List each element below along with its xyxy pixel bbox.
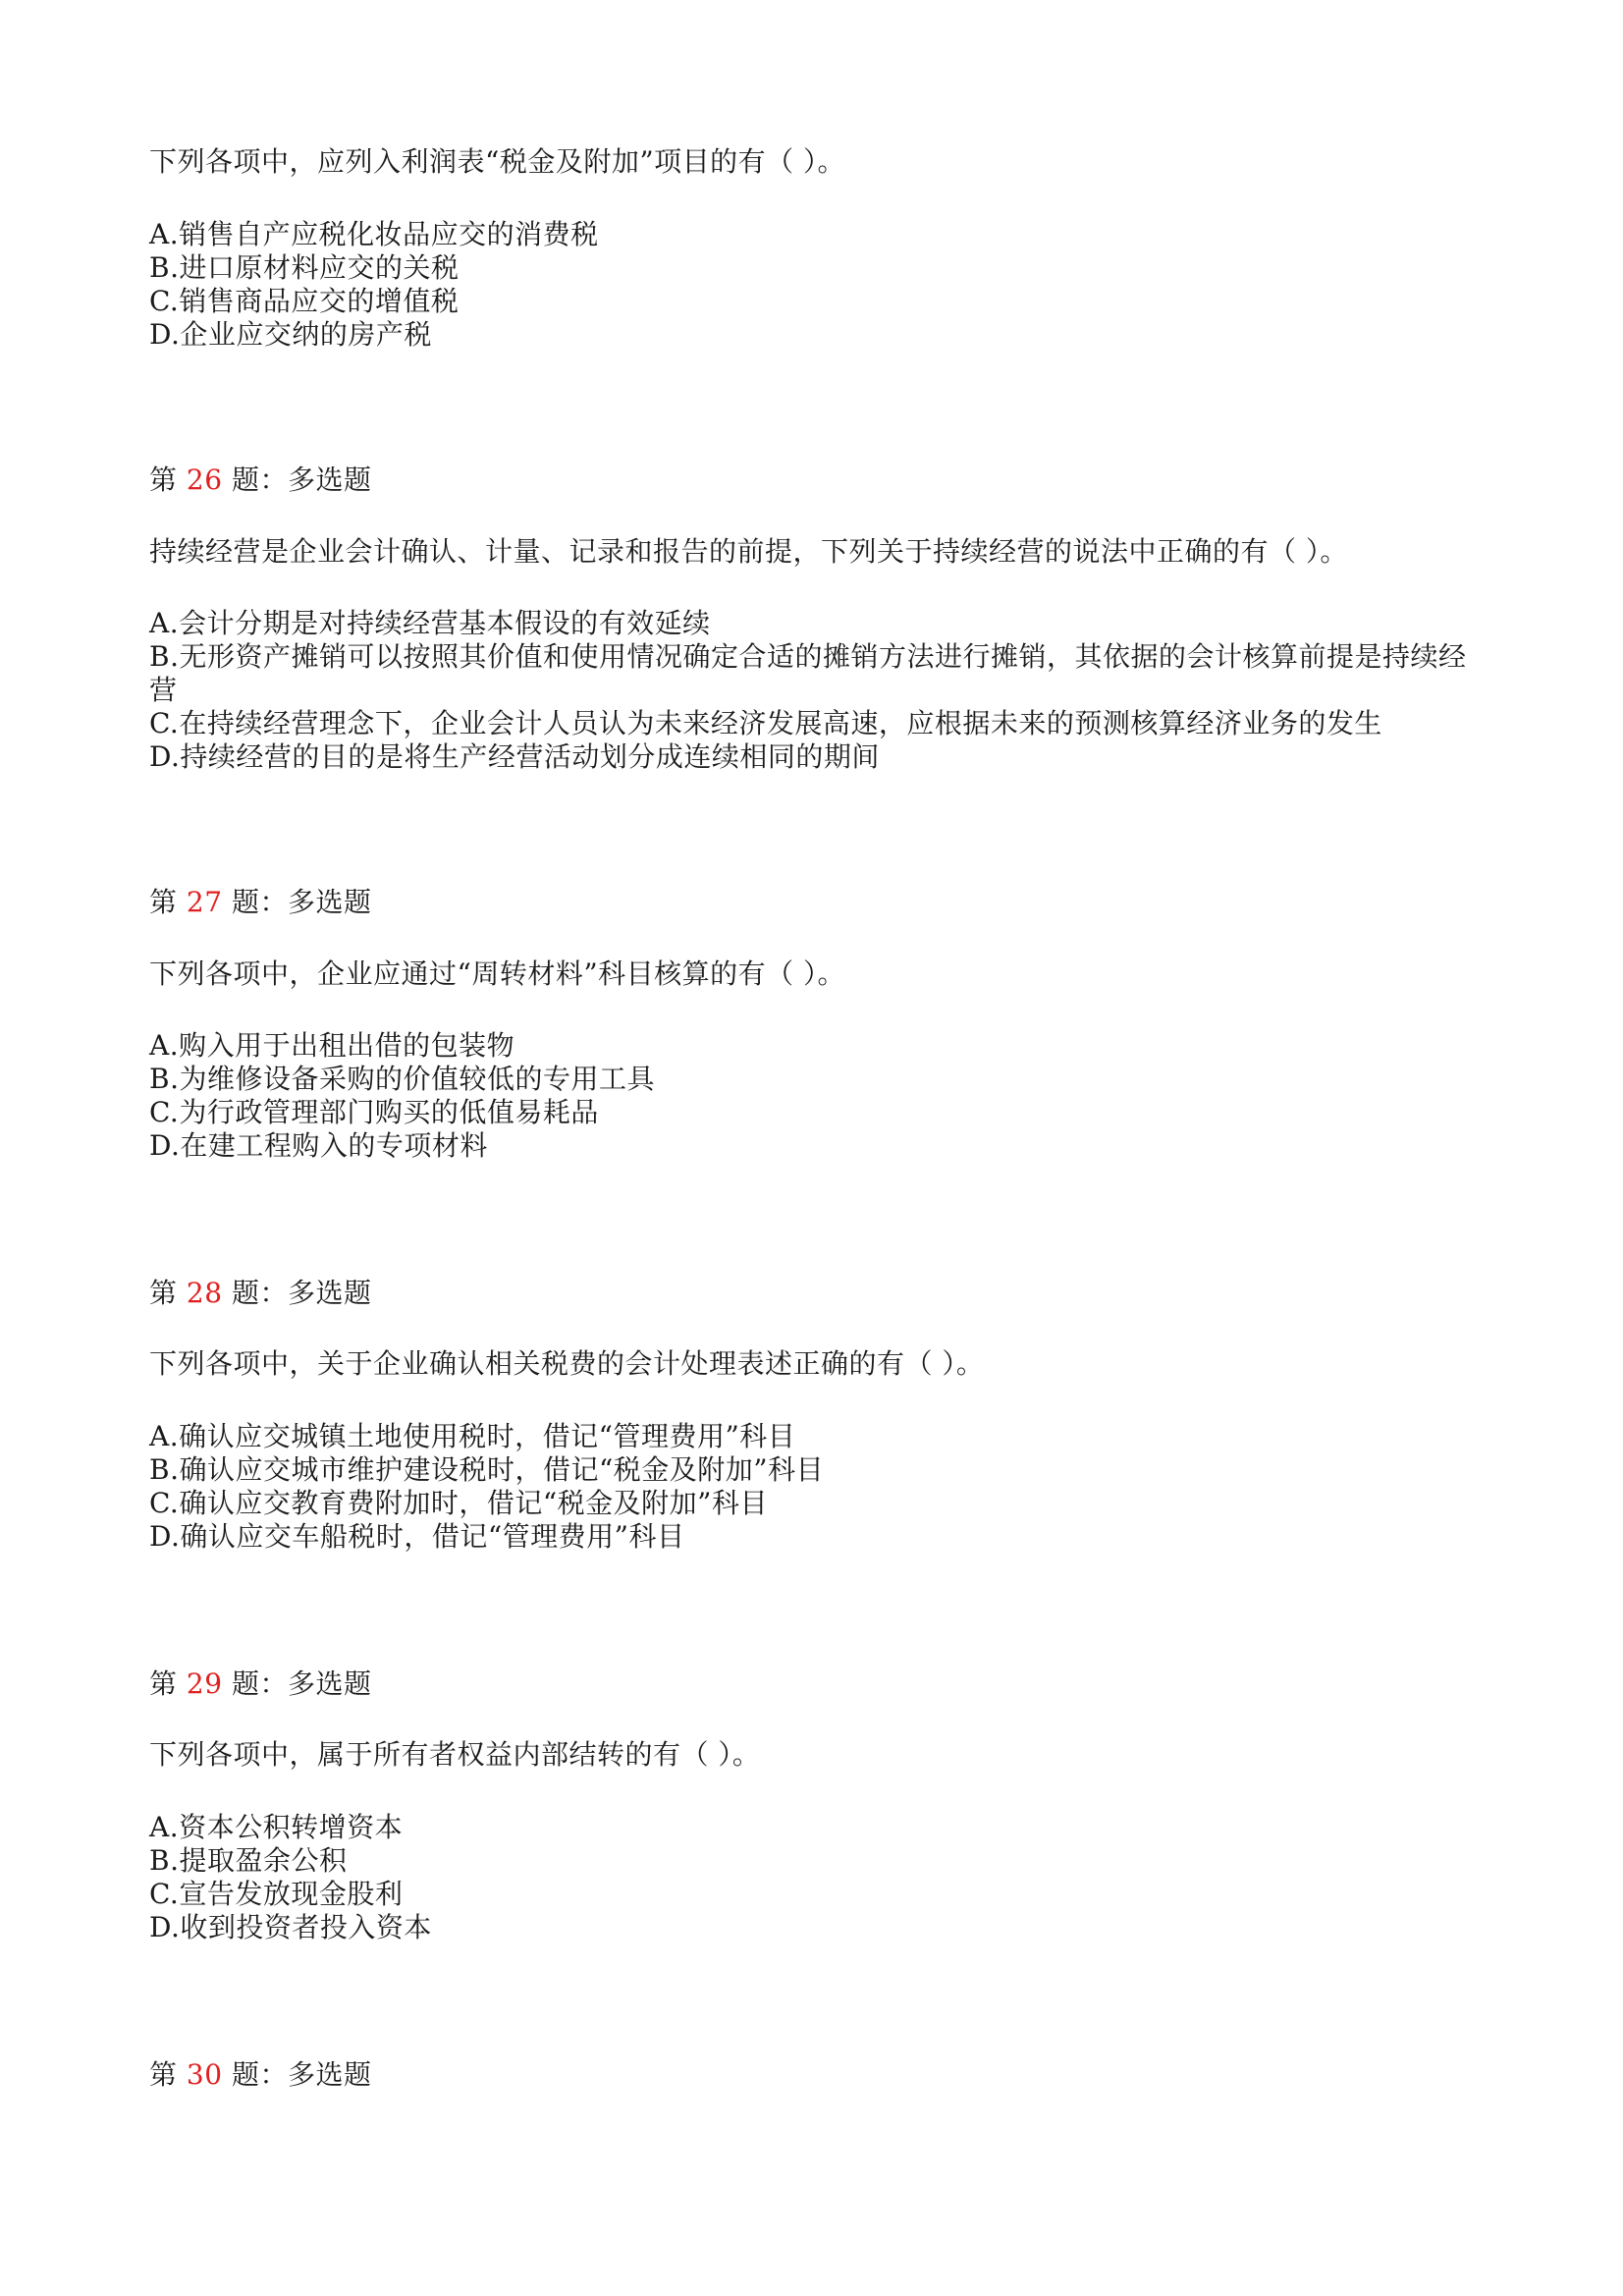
option-a: A.销售自产应税化妆品应交的消费税	[149, 218, 599, 250]
header-suffix: 题：多选题	[222, 1667, 372, 1700]
question-number: 28	[186, 1277, 223, 1309]
option-b: B.无形资产摊销可以按照其价值和使用情况确定合适的摊销方法进行摊销，其依据的会计核算前提是持续经营	[149, 640, 1467, 706]
question-stem: 持续经营是企业会计确认、计量、记录和报告的前提，下列关于持续经营的说法中正确的有（ ）。	[149, 535, 1348, 568]
option-d: D.收到投资者投入资本	[149, 1911, 432, 1943]
header-prefix: 第	[149, 886, 187, 918]
option-c: C.宣告发放现金股利	[149, 1878, 404, 1910]
question-header	[149, 1667, 371, 1701]
question-header	[149, 886, 371, 919]
option-b: B.确认应交城市维护建设税时，借记“税金及附加”科目	[149, 1453, 825, 1486]
header-suffix: 题：多选题	[222, 464, 372, 496]
question-number: 26	[186, 464, 223, 496]
option-b: B.提取盈余公积	[149, 1844, 348, 1877]
question-stem: 下列各项中，属于所有者权益内部结转的有（ ）。	[149, 1738, 761, 1771]
question-stem: 下列各项中，关于企业确认相关税费的会计处理表述正确的有（ ）。	[149, 1347, 985, 1380]
option-d: D.企业应交纳的房产税	[149, 318, 432, 351]
question-header	[149, 464, 371, 497]
option-a: A.确认应交城镇土地使用税时，借记“管理费用”科目	[149, 1420, 796, 1452]
header-suffix: 题：多选题	[222, 2058, 372, 2091]
option-d: D.在建工程购入的专项材料	[149, 1129, 488, 1162]
option-d: D.持续经营的目的是将生产经营活动划分成连续相同的期间	[149, 740, 880, 773]
question-number: 29	[186, 1667, 223, 1700]
option-a: A.购入用于出租出借的包装物	[149, 1029, 515, 1062]
question-number: 27	[186, 886, 223, 918]
header-prefix: 第	[149, 2058, 187, 2091]
header-suffix: 题：多选题	[222, 1277, 372, 1309]
option-c: C.销售商品应交的增值税	[149, 285, 460, 317]
option-b: B.为维修设备采购的价值较低的专用工具	[149, 1063, 655, 1095]
option-c: C.为行政管理部门购买的低值易耗品	[149, 1096, 599, 1128]
header-prefix: 第	[149, 1667, 187, 1700]
option-a: A.资本公积转增资本	[149, 1811, 404, 1843]
option-d: D.确认应交车船税时，借记“管理费用”科目	[149, 1520, 685, 1553]
header-prefix: 第	[149, 464, 187, 496]
question-number: 30	[186, 2058, 223, 2091]
option-c: C.确认应交教育费附加时，借记“税金及附加”科目	[149, 1487, 768, 1519]
question-header	[149, 2058, 371, 2092]
option-b: B.进口原材料应交的关税	[149, 251, 460, 284]
option-a: A.会计分期是对持续经营基本假设的有效延续	[149, 607, 711, 639]
question-header	[149, 1277, 371, 1310]
option-c: C.在持续经营理念下，企业会计人员认为未来经济发展高速，应根据未来的预测核算经济业务的发生	[149, 707, 1382, 739]
question-stem: 下列各项中，应列入利润表“税金及附加”项目的有（ ）。	[149, 145, 846, 178]
header-suffix: 题：多选题	[222, 886, 372, 918]
header-prefix: 第	[149, 1277, 187, 1309]
question-stem: 下列各项中，企业应通过“周转材料”科目核算的有（ ）。	[149, 957, 846, 990]
